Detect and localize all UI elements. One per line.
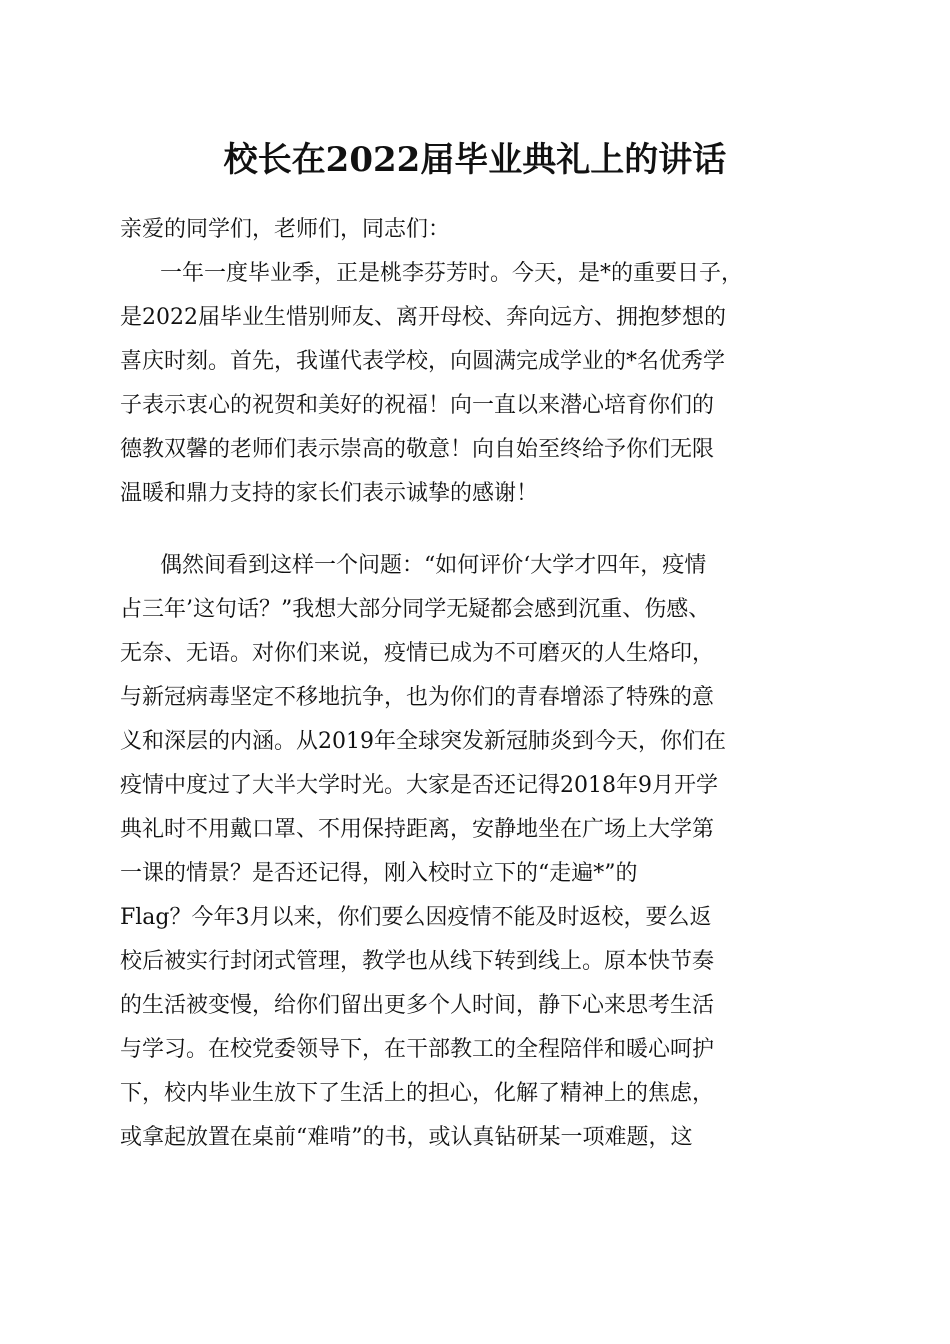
paragraph-line: 偶然间看到这样一个问题：“如何评价‘大学才四年，疫情 [160,553,707,578]
paragraph-line: 疫情中度过了大半大学时光。大家是否还记得2018年9月开学 [120,773,718,798]
paragraph-line: 一课的情景？是否还记得，刚入校时立下的“走遍*”的 [120,861,638,886]
paragraph-line: 温暖和鼎力支持的家长们表示诚挚的感谢！ [120,481,539,506]
page-title: 校长在2022届毕业典礼上的讲话 [223,140,727,180]
paragraph-line: 与学习。在校党委领导下，在干部教工的全程陪伴和暖心呵护 [120,1037,715,1062]
greeting [120,208,840,252]
paragraph-line: 德教双馨的老师们表示崇高的敬意！向自始至终给予你们无限 [120,437,715,462]
paragraph-line: 典礼时不用戴口罩、不用保持距离，安静地坐在广场上大学第 [120,817,715,842]
paragraph-line: 无奈、无语。对你们来说，疫情已成为不可磨灭的人生烙印， [120,641,715,666]
paragraph-line: 校后被实行封闭式管理，教学也从线下转到线上。原本快节奏 [120,949,715,974]
paragraph-line: 的生活被变慢，给你们留出更多个人时间，静下心来思考生活 [120,993,715,1018]
paragraph-line: 占三年’这句话？”我想大部分同学无疑都会感到沉重、伤感、 [120,597,711,622]
paragraph-1 [120,252,840,516]
paragraph-line: 是2022届毕业生惜别师友、离开母校、奔向远方、拥抱梦想的 [120,305,726,330]
greeting-line: 亲爱的同学们，老师们，同志们： [120,217,451,242]
paragraph-line: Flag？今年3月以来，你们要么因疫情不能及时返校，要么返 [120,905,712,930]
paragraph-line: 义和深层的内涵。从2019年全球突发新冠肺炎到今天，你们在 [120,729,726,754]
paragraph-line: 喜庆时刻。首先，我谨代表学校，向圆满完成学业的*名优秀学 [120,349,726,374]
paragraph-2 [120,544,840,1160]
paragraph-line: 下，校内毕业生放下了生活上的担心，化解了精神上的焦虑， [120,1081,715,1106]
paragraph-line: 子表示衷心的祝贺和美好的祝福！向一直以来潜心培育你们的 [120,393,715,418]
paragraph-line: 一年一度毕业季，正是桃李芬芳时。今天，是*的重要日子， [160,261,744,286]
paragraph-line: 或拿起放置在桌前“难啃”的书，或认真钻研某一项难题，这 [120,1125,693,1150]
paragraph-line: 与新冠病毒坚定不移地抗争，也为你们的青春增添了特殊的意 [120,685,715,710]
